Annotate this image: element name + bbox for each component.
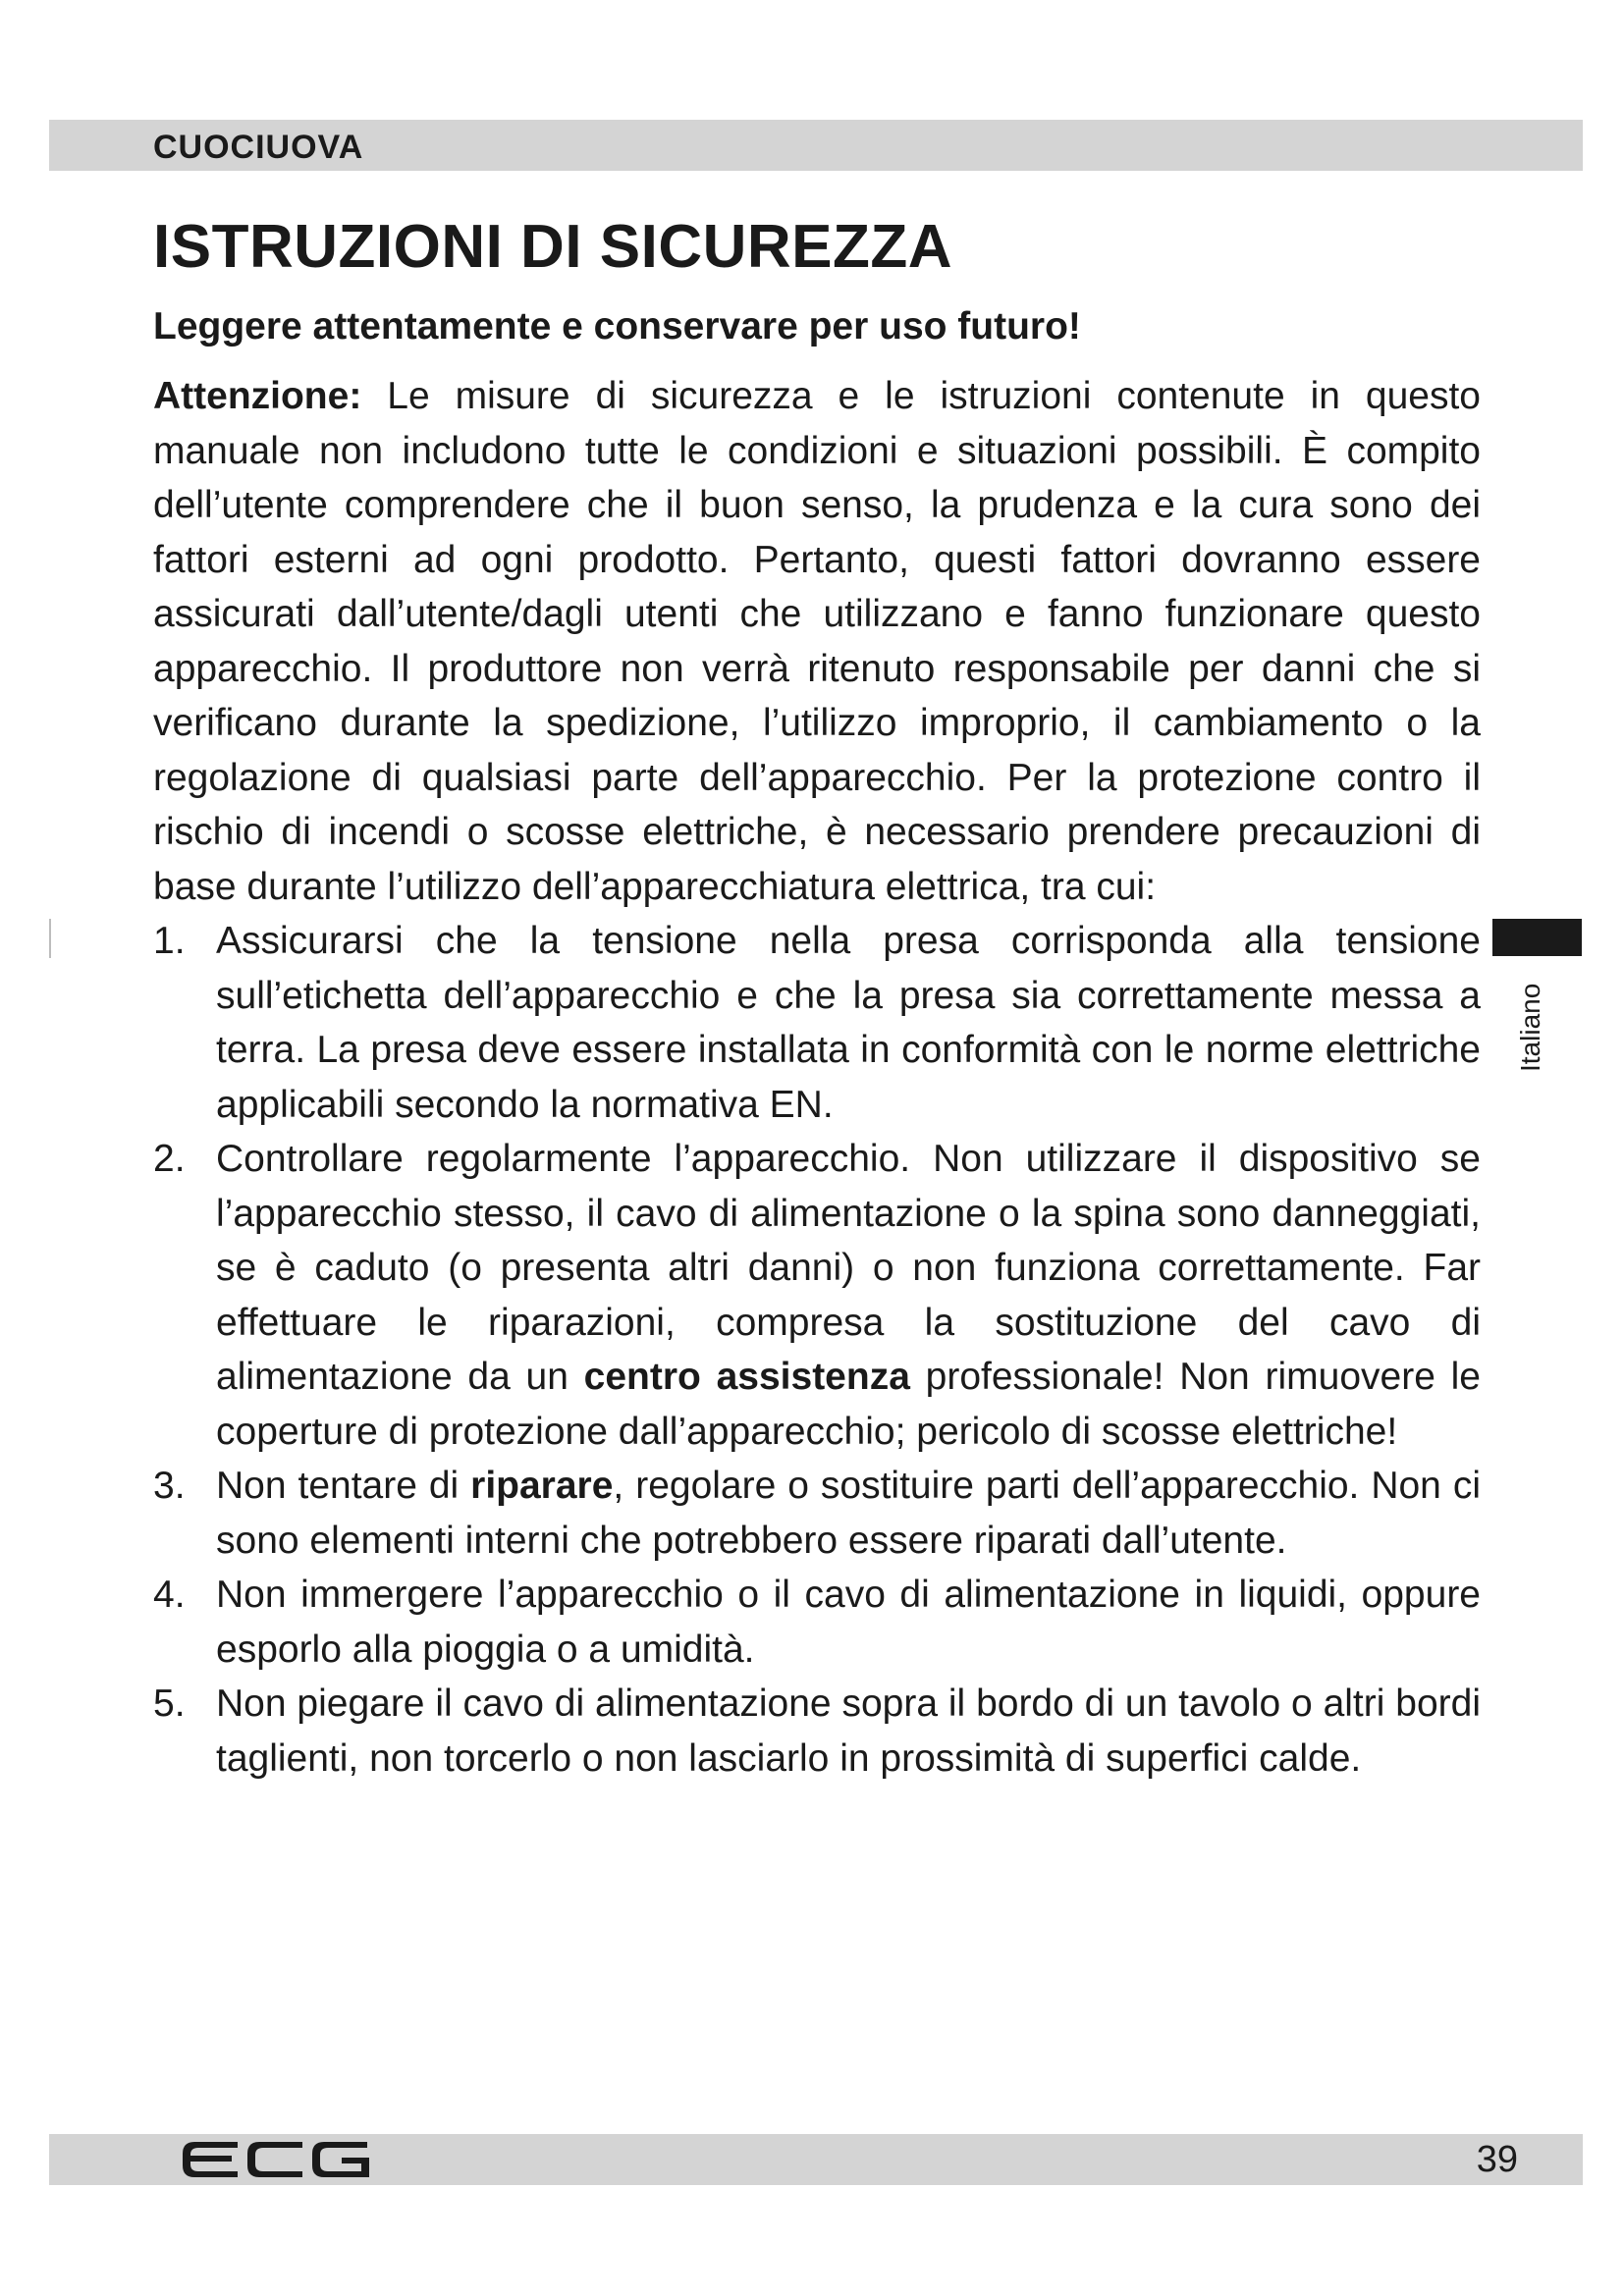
- margin-tick: [49, 919, 51, 958]
- list-item-text: Non tentare di: [216, 1465, 471, 1507]
- list-item-emphasis: centro assistenza: [583, 1356, 910, 1398]
- list-item-text: Controllare regolarmente l’apparecchio. Non utilizzare il dispositivo se l’apparecchio stesso, il cavo di alimentazione o la spina sono danneggiati, se è caduto (o presenta altri danni) o non funziona correttamente. Far effettuare le riparazioni, compresa la sostituzione del cavo di alimentazione da un: [216, 1138, 1481, 1398]
- list-item: [153, 1459, 1481, 1568]
- list-item-text: , regolare o sostituire parti dell’apparecchio. Non ci sono elementi interni che potrebbero essere riparati dall’utente.: [216, 1465, 1481, 1562]
- list-item: [153, 1677, 1481, 1786]
- list-item-number: 1.: [153, 920, 186, 962]
- footer-bar: [49, 2134, 1583, 2185]
- product-name: CUOCIUOVA: [153, 129, 364, 166]
- intro-paragraph: [153, 369, 1481, 914]
- subtitle: Leggere attentamente e conservare per uso futuro!: [153, 305, 1081, 347]
- page-number: 39: [1476, 2139, 1518, 2180]
- list-item-number: 2.: [153, 1138, 186, 1180]
- list-item: [153, 914, 1481, 1132]
- safety-rules-list: [153, 914, 1481, 1786]
- list-item-number: 3.: [153, 1465, 186, 1507]
- page-title: ISTRUZIONI DI SICUREZZA: [153, 213, 953, 281]
- list-item-number: 4.: [153, 1574, 186, 1616]
- list-item-emphasis: riparare: [470, 1465, 614, 1507]
- list-item-text: professionale! Non rimuovere le coperture di protezione dall’apparecchio; pericolo di scosse elettriche!: [216, 1356, 1481, 1453]
- language-tab-marker: [1492, 919, 1582, 956]
- list-item: [153, 1568, 1481, 1677]
- list-item-number: 5.: [153, 1682, 186, 1725]
- ecg-logo: [173, 2138, 379, 2181]
- list-item: [153, 1132, 1481, 1459]
- intro-lead: Attenzione:: [153, 375, 362, 417]
- main-content: [153, 208, 1481, 1786]
- header-bar: [49, 120, 1583, 171]
- list-item-text: Non piegare il cavo di alimentazione sopra il bordo di un tavolo o altri bordi taglienti, non torcerlo o non lasciarlo in prossimità di superfici calde.: [216, 1682, 1481, 1780]
- language-tab-label: Italiano: [1515, 983, 1545, 1072]
- intro-text: Le misure di sicurezza e le istruzioni contenute in questo manuale non includono tutte le condizioni e situazioni possibili. È compito dell’utente comprendere che il buon senso, la prudenza e la cura sono dei fattori esterni ad ogni prodotto. Pertanto, questi fattori dovranno essere assicurati dall’utente/dagli utenti che utilizzano e fanno funzionare questo apparecchio. Il produttore non verrà ritenuto responsabile per danni che si verificano durante la spedizione, l’utilizzo improprio, il cambiamento o la regolazione di qualsiasi parte dell’apparecchio. Per la protezione contro il rischio di incendi o scosse elettriche, è necessario prendere precauzioni di base durante l’utilizzo dell’apparecchiatura elettrica, tra cui:: [153, 375, 1481, 908]
- list-item-text: Non immergere l’apparecchio o il cavo di alimentazione in liquidi, oppure esporlo alla pioggia o a umidità.: [216, 1574, 1481, 1671]
- list-item-text: Assicurarsi che la tensione nella presa corrisponda alla tensione sull’etichetta dell’apparecchio e che la presa sia correttamente messa a terra. La presa deve essere installata in conformità con le norme elettriche applicabili secondo la normativa EN.: [216, 920, 1481, 1126]
